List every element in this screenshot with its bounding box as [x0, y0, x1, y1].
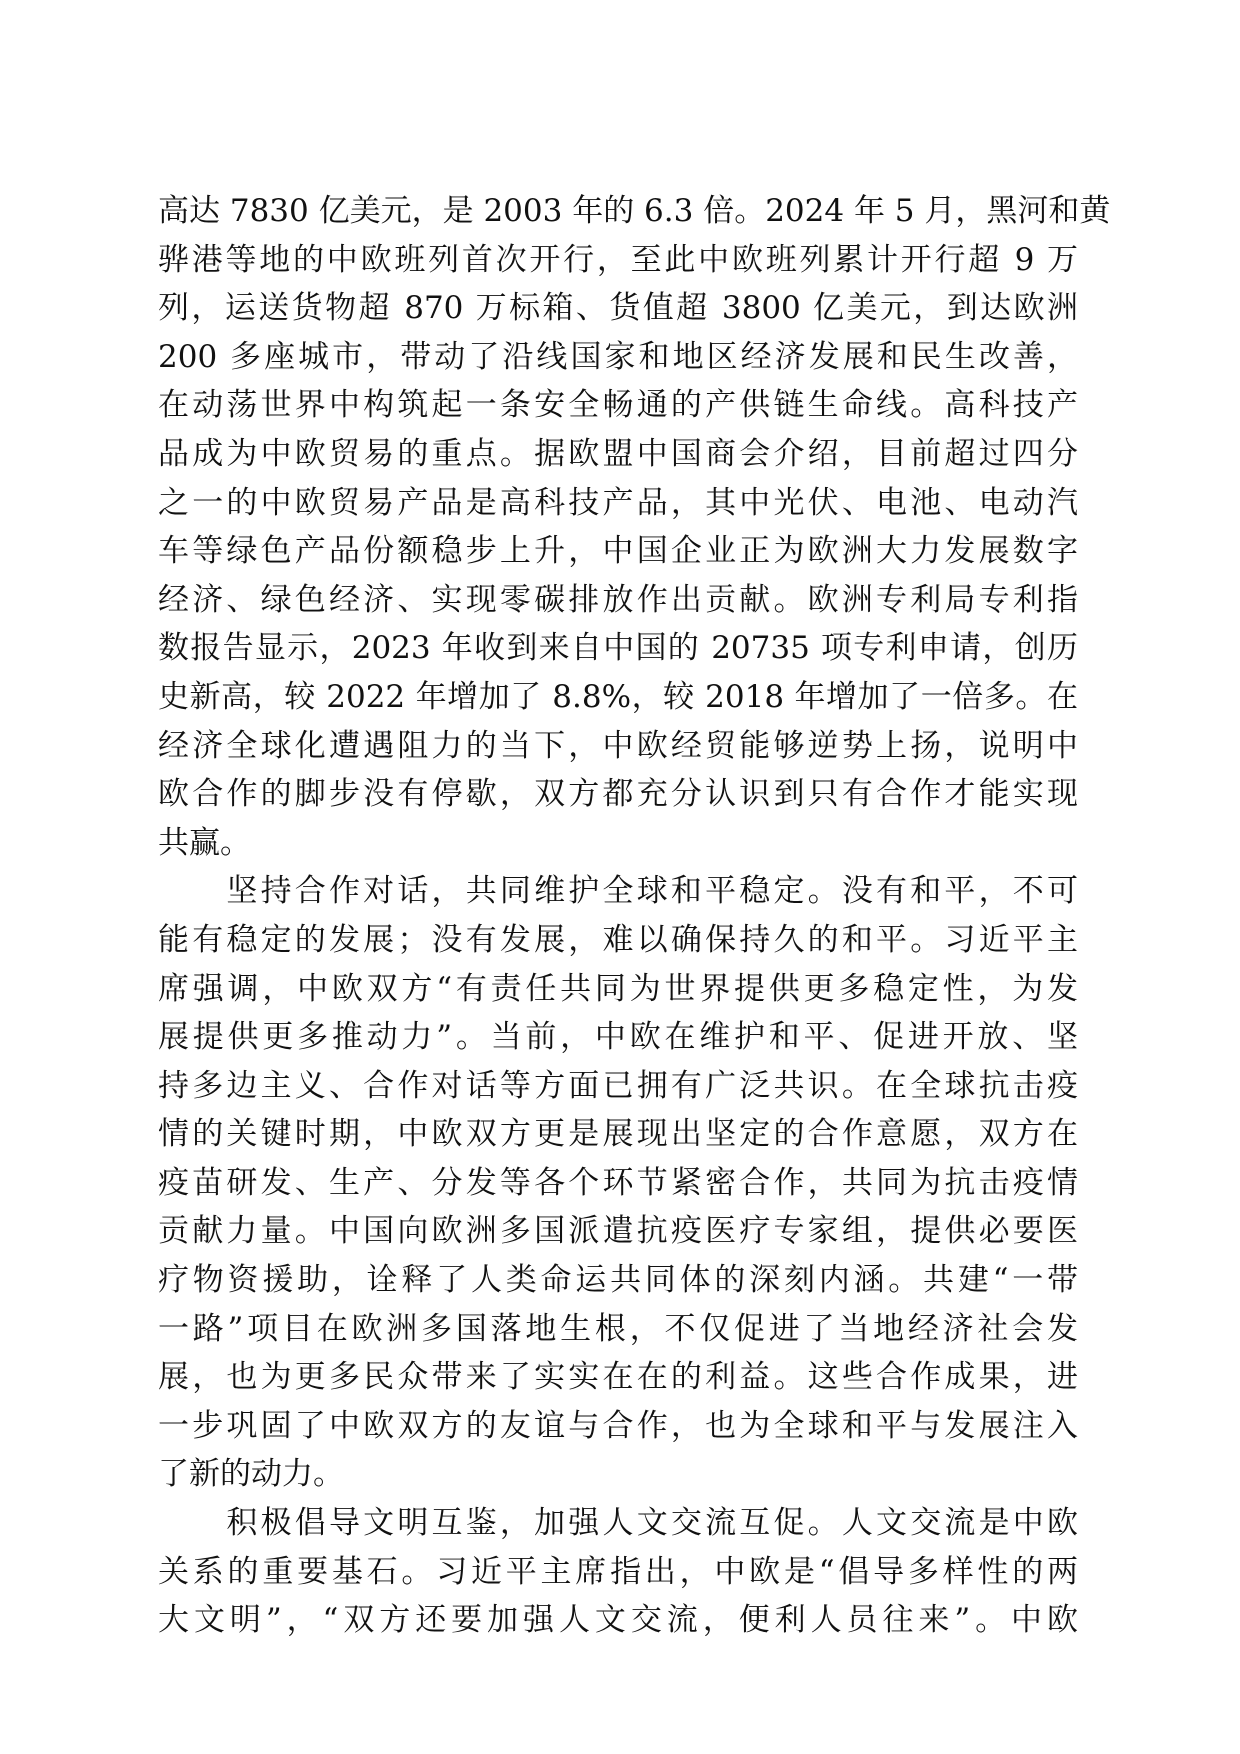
paragraph-culture — [158, 1499, 1078, 1645]
text-line: 共赢。 — [158, 824, 251, 861]
text-line: 欧合作的脚步没有停歇，双方都充分认识到只有合作才能实现 — [158, 776, 1078, 813]
text-line: 骅港等地的中欧班列首次开行，至此中欧班列累计开行超 9 万 — [158, 241, 1078, 278]
text-line: 坚持合作对话，共同维护全球和平稳定。没有和平，不可 — [158, 873, 1078, 910]
paragraph-trade — [158, 187, 1111, 867]
text-line: 之一的中欧贸易产品是高科技产品，其中光伏、电池、电动汽 — [158, 484, 1078, 521]
text-line: 情的关键时期，中欧双方更是展现出坚定的合作意愿，双方在 — [158, 1116, 1078, 1153]
text-line: 持多边主义、合作对话等方面已拥有广泛共识。在全球抗击疫 — [158, 1067, 1078, 1104]
text-line: 品成为中欧贸易的重点。据欧盟中国商会介绍，目前超过四分 — [158, 435, 1078, 472]
text-line: 经济、绿色经济、实现零碳排放作出贡献。欧洲专利局专利指 — [158, 581, 1078, 618]
text-line: 一步巩固了中欧双方的友谊与合作，也为全球和平与发展注入 — [158, 1407, 1078, 1444]
text-line: 200 多座城市，带动了沿线国家和地区经济发展和民生改善， — [158, 338, 1078, 375]
text-line: 能有稳定的发展；没有发展，难以确保持久的和平。习近平主 — [158, 921, 1078, 958]
text-line: 关系的重要基石。习近平主席指出，中欧是“倡导多样性的两 — [158, 1553, 1078, 1590]
text-line: 席强调，中欧双方“有责任共同为世界提供更多稳定性，为发 — [158, 970, 1078, 1007]
text-line: 高达 7830 亿美元，是 2003 年的 6.3 倍。2024 年 5 月，黑河和黄 — [158, 193, 1111, 229]
text-line: 了新的动力。 — [158, 1456, 344, 1493]
body-text — [158, 187, 1111, 1645]
text-line: 在动荡世界中构筑起一条安全畅通的产供链生命线。高科技产 — [158, 387, 1078, 424]
text-line: 史新高，较 2022 年增加了 8.8%，较 2018 年增加了一倍多。在 — [158, 678, 1078, 715]
text-line: 积极倡导文明互鉴，加强人文交流互促。人文交流是中欧 — [158, 1505, 1078, 1542]
text-line: 列，运送货物超 870 万标箱、货值超 3800 亿美元，到达欧洲 — [158, 290, 1078, 327]
text-line: 疫苗研发、生产、分发等各个环节紧密合作，共同为抗击疫情 — [158, 1164, 1078, 1201]
text-line: 数报告显示，2023 年收到来自中国的 20735 项专利申请，创历 — [158, 630, 1078, 667]
text-line: 贡献力量。中国向欧洲多国派遣抗疫医疗专家组，提供必要医 — [158, 1213, 1078, 1250]
text-line: 大文明”，“双方还要加强人文交流，便利人员往来”。中欧 — [158, 1602, 1078, 1639]
text-line: 展提供更多推动力”。当前，中欧在维护和平、促进开放、坚 — [158, 1019, 1078, 1056]
text-line: 一路”项目在欧洲多国落地生根，不仅促进了当地经济社会发 — [158, 1310, 1078, 1347]
text-line: 车等绿色产品份额稳步上升，中国企业正为欧洲大力发展数字 — [158, 533, 1078, 570]
text-line: 经济全球化遭遇阻力的当下，中欧经贸能够逆势上扬，说明中 — [158, 727, 1078, 764]
paragraph-peace — [158, 867, 1078, 1499]
text-line: 疗物资援助，诠释了人类命运共同体的深刻内涵。共建“一带 — [158, 1262, 1078, 1299]
text-line: 展，也为更多民众带来了实实在在的利益。这些合作成果，进 — [158, 1359, 1078, 1396]
